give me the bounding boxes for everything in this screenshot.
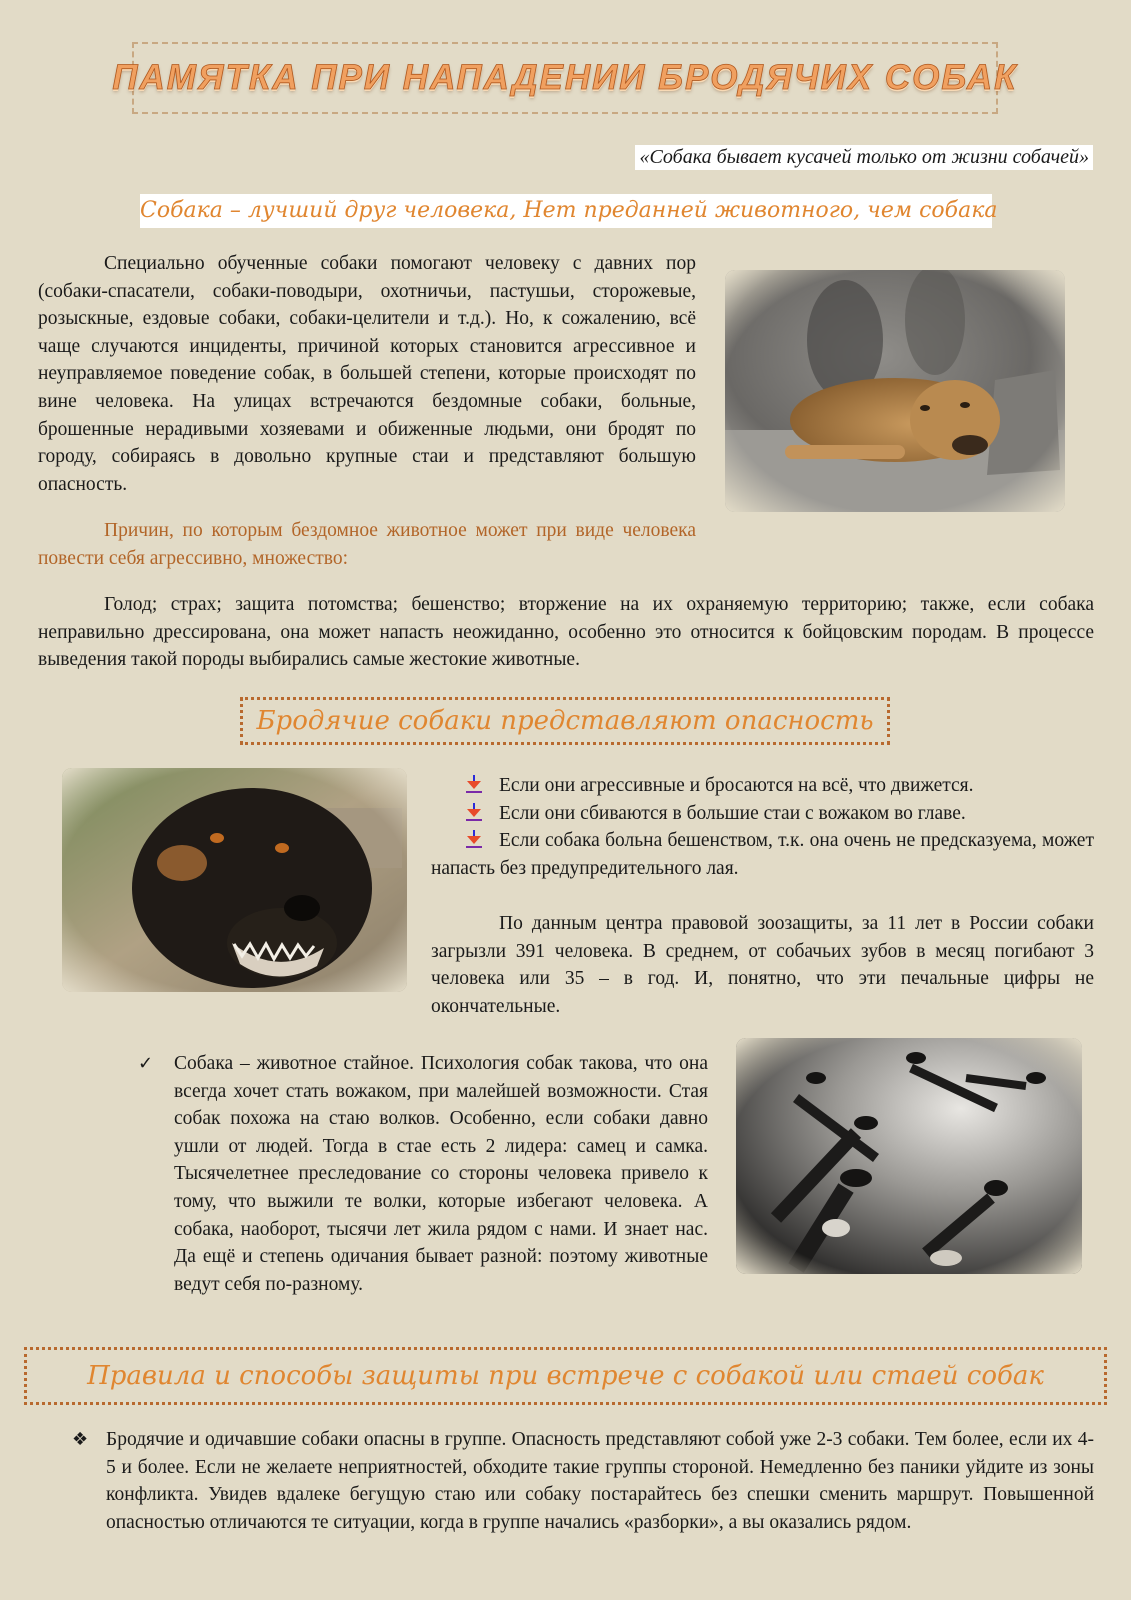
- danger-heading: Бродячие собаки представляют опасность: [240, 697, 890, 745]
- rules-list: [72, 1426, 1094, 1536]
- rules-heading: Правила и способы защиты при встрече с собакой или стаей собак: [24, 1347, 1107, 1405]
- list-item: ✓ Собака – животное стайное. Психология собак такова, что она всегда хочет стать вожаком, при малейшей возможности. Стая собак похожа на стаю волков. Особенно, если собаки давно ушли от людей. Тогда в стае есть 2 лидера: самец и самка. Тысячелетнее преследование со стороны человека привело к тому, что выжили те волки, которые избегают человека. А собака, наоборот, тысячи лет жила рядом с нами. И знает нас. Да ещё и степень одичания бывает разной: поэтому животные ведут себя по-разному.: [138, 1050, 708, 1298]
- intro-paragraph: Специально обученные собаки помогают человеку с давних пор (собаки-спасатели, собаки-поводыри, охотничьи, пастушьи, сторожевые, розыскные, ездовые собаки, собаки-целители и т.д.). Но, к сожалению, всё чаще случаются инциденты, причиной которых становится агрессивное и неуправляемое поведение собак, в большей степени, которые происходят по вине человека. На улицах встречаются бездомные собаки, больные, брошенные нерадивыми хозяевами и обиженные людьми, они бродят по городу, собираясь в довольно крупные стаи и представляют большую опасность.: [38, 253, 696, 495]
- subtitle: Собака – лучший друг человека, Нет преданней животного, чем собака: [140, 194, 992, 228]
- dog-pack-photo: [736, 1038, 1082, 1274]
- statistics-paragraph: По данным центра правовой зоозащиты, за 11 лет в России собаки загрызли 391 человека. В среднем, от собачьих зубов в месяц погибают 3 человека или 35 – в год. И, понятно, что эти печальные цифры не окончательные.: [431, 913, 1094, 1017]
- list-item: ❖ Бродячие и одичавшие собаки опасны в группе. Опасность представляют собой уже 2-3 собаки. Тем более, если их 4-5 и более. Если не желаете неприятностей, обходите такие группы стороной. Немедленно без паники уйдите из зоны конфликта. Увидев вдалеке бегущую стаю или собаку постарайтесь без спешки сменить маршрут. Повышенной опасностью отличаются те ситуации, когда в группе начались «разборки», а вы оказались рядом.: [72, 1426, 1094, 1536]
- danger-list: [431, 772, 1094, 882]
- four-diamond-icon: ❖: [72, 1429, 89, 1450]
- arrow-down-icon: [465, 775, 483, 795]
- epigraph-quote: «Собака бывает кусачей только от жизни собачей»: [635, 145, 1093, 170]
- title-banner: [112, 42, 1018, 114]
- list-item: Если они агрессивные и бросаются на всё, что движется.: [431, 772, 1094, 800]
- reasons-lead: Причин, по которым бездомное животное может при виде человека повести себя агрессивно, множество:: [38, 520, 696, 569]
- snarling-dog-photo: [62, 768, 407, 992]
- page-title: ПАМЯТКА ПРИ НАПАДЕНИИ БРОДЯЧИХ СОБАК: [112, 58, 1018, 97]
- pack-note-list: [138, 1050, 708, 1298]
- arrow-down-icon: [465, 803, 483, 823]
- list-item: Если собака больна бешенством, т.к. она очень не предсказуема, может напасть без предупредительного лая.: [431, 830, 1094, 879]
- list-item: Если они сбиваются в большие стаи с вожаком во главе.: [431, 800, 1094, 828]
- lying-dog-photo: [725, 270, 1065, 512]
- check-icon: ✓: [138, 1053, 154, 1074]
- reasons-paragraph: Голод; страх; защита потомства; бешенство; вторжение на их охраняемую территорию; также, если собака неправильно дрессирована, она может напасть неожиданно, особенно это относится к бойцовским породам. В процессе выведения такой породы выбирались самые жестокие животные.: [38, 594, 1094, 671]
- arrow-down-icon: [465, 830, 483, 850]
